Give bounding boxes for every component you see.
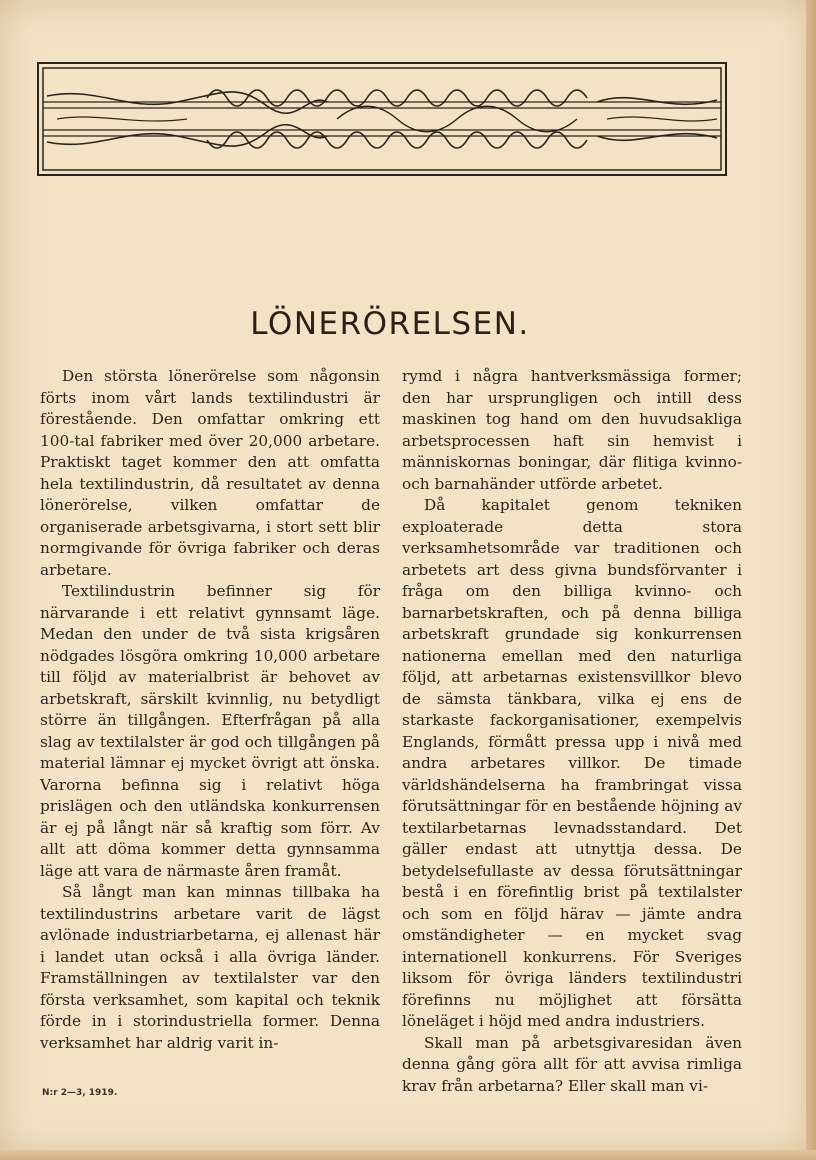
decorative-banner <box>37 62 727 176</box>
paragraph: rymd i några hantverksmässiga former; den har ursprungligen och intill dess maskinen tog hand om den huvudsakliga arbetsprocessen haft sin hemvist i människornas boningar, där flitiga kvinno- och barnahänder utförde arbetet. <box>402 367 742 493</box>
paragraph: Textilindustrin befinner sig för närvarande i ett relativt gynnsamt läge. Medan den under de två sista krigsåren nödgades lösgöra omkring 10,000 arbetare till följd av materialbrist är behovet av arbetskraft, särskilt kvinnlig, nu betydligt större än tillgången. Efterfrågan på alla slag av textilalster är god och tillgången på material lämnar ej mycket övrigt att önska. Varorna befinna sig i relativt höga prislägen och den utländska konkurrensen är ej på långt när så kraftig som förr. Av allt att döma kommer detta gynnsamma läge att vara de närmaste åren framåt. <box>40 582 380 880</box>
right-column <box>402 366 742 1097</box>
left-column <box>40 366 380 1054</box>
paragraph: Skall man på arbetsgivaresidan även denna gång göra allt för att avvisa rimliga krav från arbetarna? Eller skall man vi- <box>402 1033 742 1095</box>
page-edge <box>0 1150 816 1160</box>
article-title: LÖNERÖRELSEN. <box>250 306 530 342</box>
page-edge <box>806 0 816 1160</box>
paragraph: Den största lönerörelse som någonsin förts inom vårt lands textilindustri är förestående. Den omfattar omkring ett 100-tal fabriker med över 20,000 arbetare. Praktiskt taget kommer den att omfatta hela textilindustrin, då resultatet av denna lönerörelse, vilken omfattar de organiserade arbetsgivarna, i stort sett blir normgivande för övriga fabriker och deras arbetare. <box>40 367 380 579</box>
paragraph: Så långt man kan minnas tillbaka ha textilindustrins arbetare varit de lägst avlönade industriarbetarna, ej allenast här i landet utan också i alla övriga länder. Framställningen av textilalster var den första verksamhet, som kapital och teknik förde in i storindustriella former. Denna verksamhet har aldrig varit in- <box>40 883 380 1052</box>
paragraph: Då kapitalet genom tekniken exploaterade detta stora verksamhetsområde var traditionen och arbetets art dess givna bundsförvanter i fråga om den billiga kvinno- och barnarbetskraften, och på denna billiga arbetskraft grundade sig konkurrensen nationerna emellan med den naturliga följd, att arbetarnas existensvillkor blevo de sämsta tänkbara, vilka ej ens de starkaste fackorganisationer, exempelvis Englands, förmått pressa upp i nivå med andra arbetares villkor. De timade världshändelserna ha frambringat vissa förutsättningar för en bestående höjning av textilarbetarnas levnadsstandard. Det gäller endast att utnyttja dessa. De betydelsefullaste av dessa förutsättningar bestå i en förefintlig brist på textilalster och som en följd härav — jämte andra omständigheter — en mycket svag internationell konkurrens. För Sveriges liksom för övriga länders textilindustri förefinns nu möjlighet att försätta löneläget i höjd med andra industriers. <box>402 496 742 1030</box>
issue-footer: N:r 2—3, 1919. <box>42 1088 118 1098</box>
